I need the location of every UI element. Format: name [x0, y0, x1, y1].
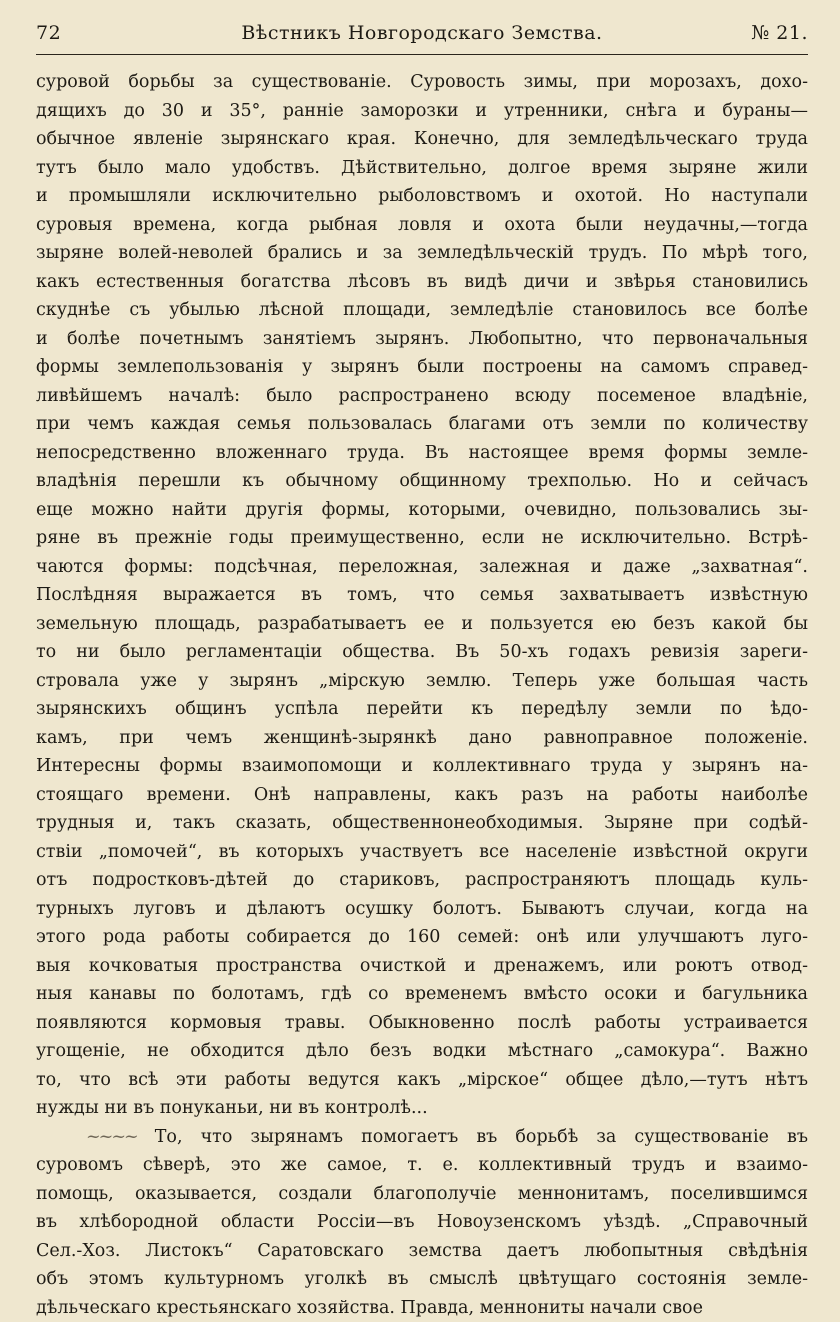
text-line: и промышляли исключительно рыболовствомъ и охотой. Но наступали — [36, 182, 808, 211]
text-line: ливѣйшемъ началѣ: было распространено всюду посеменое владѣніе, — [36, 382, 808, 411]
text-line: турныхъ луговъ и дѣлаютъ осушку болотъ. Бываютъ случаи, когда на — [36, 895, 808, 924]
text-line: еще можно найти другія формы, которыми, очевидно, пользовались зы- — [36, 496, 808, 525]
text-line: камъ, при чемъ женщинѣ-зырянкѣ дано равноправное положеніе. — [36, 724, 808, 753]
text-line: то, что всѣ эти работы ведутся какъ „мірское“ общее дѣло,—тутъ нѣтъ — [36, 1066, 808, 1095]
text-line: земельную площадь, разрабатываетъ ее и пользуется ею безъ какой бы — [36, 610, 808, 639]
text-line: Сел.-Хоз. Листокъ“ Саратовскаго земства даетъ любопытныя свѣдѣнія — [36, 1237, 808, 1266]
text-line: обычное явленіе зырянскаго края. Конечно, для земледѣльческаго труда — [36, 125, 808, 154]
text-line: дящихъ до 30 и 35°, ранніе заморозки и утренники, снѣга и бураны— — [36, 97, 808, 126]
text-line: ствіи „помочей“, въ которыхъ участвуетъ все населеніе извѣстной округи — [36, 838, 808, 867]
text-line: ныя канавы по болотамъ, гдѣ со временемъ вмѣсто осоки и багульника — [36, 980, 808, 1009]
text-line: дѣльческаго крестьянскаго хозяйства. Правда, меннониты начали свое — [36, 1294, 808, 1322]
text-line: чаются формы: подсѣчная, переложная, залежная и даже „захватная“. — [36, 553, 808, 582]
text-line: скуднѣе съ убылью лѣсной площади, земледѣліе становилось все болѣе — [36, 296, 808, 325]
text-line: отъ подростковъ-дѣтей до стариковъ, распространяютъ площадь куль- — [36, 866, 808, 895]
text-line: зыряне волей-неволей брались и за земледѣльческій трудъ. По мѣрѣ того, — [36, 239, 808, 268]
text-line: то ни было регламентаціи общества. Въ 50-хъ годахъ ревизія зареги- — [36, 638, 808, 667]
text-line: стоящаго времени. Онѣ направлены, какъ разъ на работы наиболѣе — [36, 781, 808, 810]
text-line: трудныя и, такъ сказать, общественнонеобходимыя. Зыряне при содѣй- — [36, 809, 808, 838]
text-line: объ этомъ культурномъ уголкѣ въ смыслѣ цвѣтущаго состоянія земле- — [36, 1265, 808, 1294]
text-line: этого рода работы собирается до 160 семей: онѣ или улучшаютъ луго- — [36, 923, 808, 952]
text-line: зырянскихъ общинъ успѣла перейти къ передѣлу земли по ѣдо- — [36, 695, 808, 724]
text-line: суровой борьбы за существованіе. Суровость зимы, при морозахъ, дохо- — [36, 68, 808, 97]
running-header — [36, 20, 808, 55]
line-text: То, что зырянамъ помогаетъ въ борьбѣ за существованіе въ — [155, 1127, 808, 1147]
text-line: какъ естественныя богатства лѣсовъ въ видѣ дичи и звѣрья становились — [36, 268, 808, 297]
article-body — [36, 68, 808, 1322]
text-line: формы землепользованія у зырянъ были построены на самомъ справед- — [36, 353, 808, 382]
text-line: выя кочковатыя пространства очисткой и дренажемъ, или роютъ отвод- — [36, 952, 808, 981]
text-line: стровала уже у зырянъ „мірскую землю. Теперь уже большая часть — [36, 667, 808, 696]
text-line: тутъ было мало удобствъ. Дѣйствительно, долгое время зыряне жили — [36, 154, 808, 183]
text-line: помощь, оказывается, создали благополучіе меннонитамъ, поселившимся — [36, 1180, 808, 1209]
text-line — [36, 1123, 808, 1152]
text-line: и болѣе почетнымъ занятіемъ зырянъ. Любопытно, что первоначальныя — [36, 325, 808, 354]
text-line: при чемъ каждая семья пользовалась благами отъ земли по количеству — [36, 410, 808, 439]
text-line: непосредственно вложеннаго труда. Въ настоящее время формы земле- — [36, 439, 808, 468]
text-line: владѣнія перешли къ обычному общинному трехполью. Но и сейчасъ — [36, 467, 808, 496]
text-line: нужды ни въ понуканьи, ни въ контролѣ... — [36, 1094, 808, 1123]
text-line: появляются кормовыя травы. Обыкновенно послѣ работы устраивается — [36, 1009, 808, 1038]
text-line: Интересны формы взаимопомощи и коллективнаго труда у зырянъ на- — [36, 752, 808, 781]
journal-title: Вѣстникъ Новгородскаго Земства. — [36, 22, 808, 44]
paragraph-ornament: ~~~~ — [86, 1127, 137, 1147]
page-number: 72 — [36, 22, 61, 44]
issue-number: № 21. — [751, 22, 808, 44]
text-line: ряне въ прежніе годы преимущественно, если не исключительно. Встрѣ- — [36, 524, 808, 553]
text-line: Послѣдняя выражается въ томъ, что семья захватываетъ извѣстную — [36, 581, 808, 610]
text-line: угощеніе, не обходится дѣло безъ водки мѣстнаго „самокура“. Важно — [36, 1037, 808, 1066]
text-line: суровомъ сѣверѣ, это же самое, т. е. коллективный трудъ и взаимо- — [36, 1151, 808, 1180]
text-line: суровыя времена, когда рыбная ловля и охота были неудачны,—тогда — [36, 211, 808, 240]
text-line: въ хлѣбородной области Россіи—въ Новоузенскомъ уѣздѣ. „Справочный — [36, 1208, 808, 1237]
